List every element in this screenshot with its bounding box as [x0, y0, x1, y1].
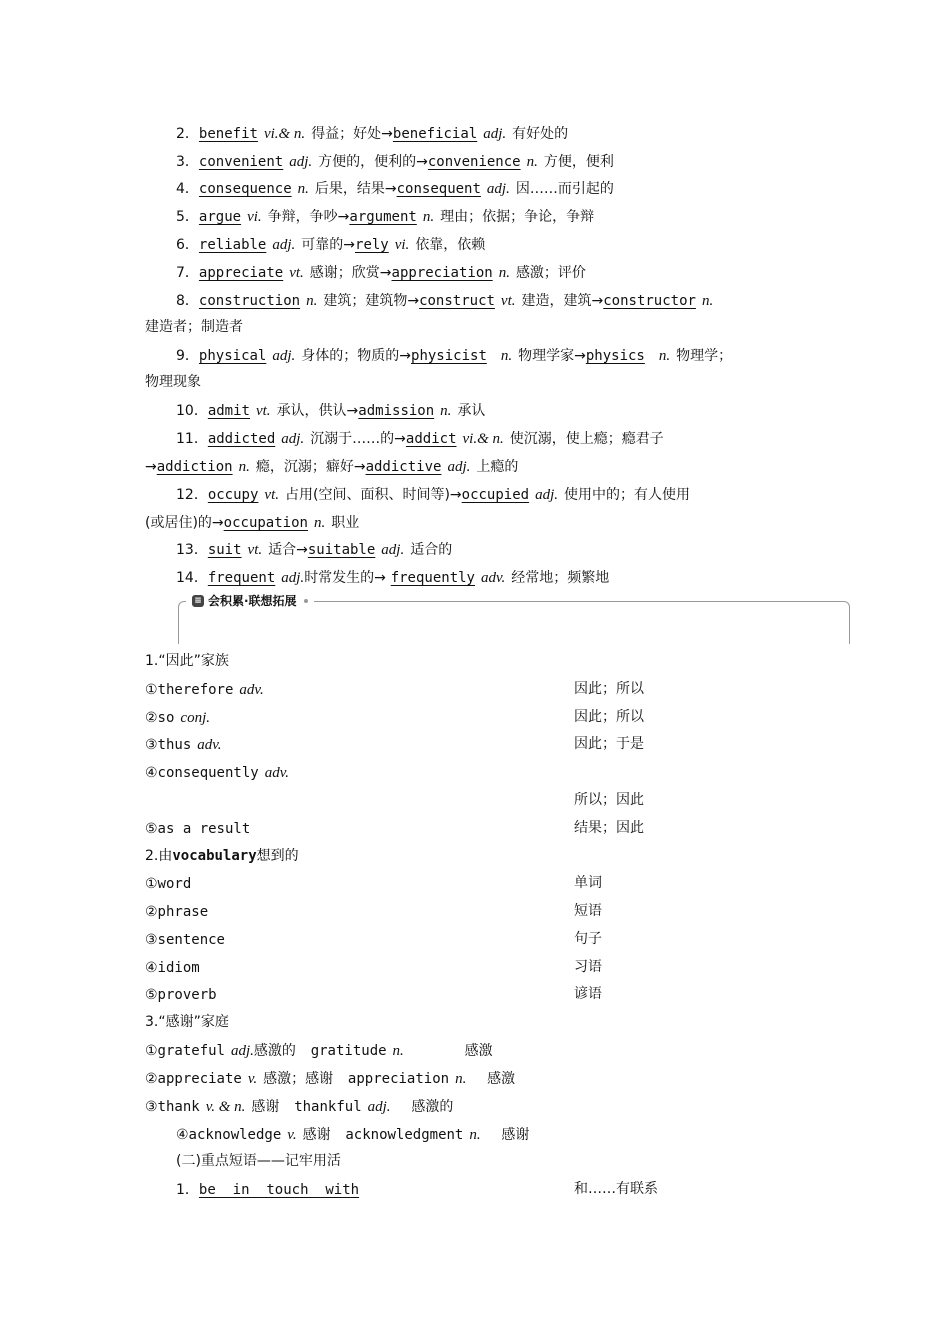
- arrow: →: [145, 459, 157, 475]
- group-title: 3.“感谢”家庭: [145, 1014, 229, 1030]
- meaning: 建筑；建筑物→: [323, 293, 420, 309]
- synonym-row: [145, 679, 745, 700]
- gratitude-row: [176, 1124, 529, 1145]
- meaning: 感激；评价: [515, 265, 586, 281]
- word: thankful: [294, 1099, 362, 1115]
- part-of-speech: adv.: [197, 737, 222, 753]
- part-of-speech: n.: [658, 348, 671, 364]
- vocab-word: argue: [198, 209, 242, 225]
- meaning: 时常发生的→: [304, 570, 386, 586]
- synonym-row: [145, 707, 745, 728]
- part-of-speech: vt.: [264, 487, 279, 503]
- item-number: 9．: [176, 348, 199, 364]
- meaning: 感谢；欣赏→: [309, 265, 392, 281]
- part-of-speech: n.: [455, 1071, 467, 1087]
- part-of-speech: vi.: [394, 237, 410, 253]
- meaning: 身体的；物质的→: [301, 348, 412, 364]
- part-of-speech: adj.: [486, 181, 510, 197]
- meaning: 理由；依据；争论，争辩: [440, 209, 595, 225]
- part-of-speech: v.: [287, 1127, 297, 1143]
- meaning: 瘾，沉溺；癖好→: [255, 459, 366, 475]
- vocab-item: [176, 234, 485, 255]
- vocab-item-13: [176, 539, 452, 560]
- dot-icon: [304, 599, 308, 603]
- meaning: 适合的: [410, 542, 453, 558]
- part-of-speech: adv.: [264, 765, 289, 781]
- part-of-speech: adj.: [381, 542, 405, 558]
- meaning: 有好处的: [512, 126, 569, 142]
- vocab-item: [176, 123, 568, 144]
- synonym-row: [145, 790, 745, 811]
- vocab-item: [176, 178, 614, 199]
- item-number: 10．: [176, 403, 208, 419]
- word: ②phrase: [145, 904, 209, 920]
- vocab-word: benefit: [198, 126, 258, 142]
- part-of-speech: adj.: [272, 348, 296, 364]
- vocab-item: [176, 151, 614, 172]
- item-number: 13．: [176, 542, 208, 558]
- meaning: 因此；于是: [574, 736, 644, 752]
- meaning: 后果，结果→: [314, 181, 397, 197]
- part-of-speech: n.: [440, 403, 452, 419]
- section-title: 会积累·联想拓展: [208, 594, 297, 608]
- meaning: 习语: [574, 959, 602, 975]
- part-of-speech: v. & n.: [205, 1099, 246, 1115]
- vocab-word: occupied: [461, 487, 530, 503]
- item-number: 7．: [176, 265, 199, 281]
- synonym-row: [145, 818, 745, 839]
- group-title-part: 想到的: [256, 848, 299, 864]
- meaning: 承认，供认→: [276, 403, 359, 419]
- vocab-word: consequence: [198, 181, 292, 197]
- group-title: [145, 845, 299, 866]
- meaning: 感谢: [501, 1127, 530, 1143]
- part-of-speech: n.: [422, 209, 435, 225]
- related-word-row: [145, 984, 745, 1005]
- word: ①word: [145, 876, 192, 892]
- item-number: 14．: [176, 570, 208, 586]
- meaning: 短语: [574, 903, 602, 919]
- meaning: 结果；因此: [574, 820, 644, 836]
- meaning: 可靠的→: [301, 237, 356, 253]
- vocab-word: appreciation: [391, 265, 493, 281]
- vocab-word: admit: [207, 403, 250, 419]
- phrase-meaning: 和……有联系: [574, 1181, 658, 1197]
- related-word-row: [145, 873, 745, 894]
- vocab-item: [176, 262, 586, 283]
- part-of-speech: adj.: [483, 126, 507, 142]
- vocab-item-8: [176, 290, 719, 311]
- part-of-speech: adj.: [367, 1099, 391, 1115]
- vocab-word: suit: [207, 542, 242, 558]
- vocab-item-8-continuation: 建造者；制造者: [145, 319, 243, 335]
- item-number: 4．: [176, 181, 199, 197]
- part-of-speech: vi.: [247, 209, 262, 225]
- word: appreciation: [347, 1071, 450, 1087]
- vocab-item-11-continuation: [145, 456, 518, 477]
- meaning: 上瘾的: [476, 459, 519, 475]
- vocab-item-12-continuation: [145, 512, 359, 533]
- meaning: 承认: [457, 403, 486, 419]
- vocab-word: frequent: [207, 570, 276, 586]
- word: ④consequently: [145, 765, 259, 781]
- vocab-word: convenient: [198, 154, 284, 170]
- item-number: 12．: [176, 487, 208, 503]
- part-of-speech: adj.: [281, 570, 305, 586]
- part-of-speech: conj.: [180, 710, 210, 726]
- meaning: 感激；感谢: [263, 1071, 334, 1087]
- part-of-speech: vi.& n.: [263, 126, 306, 142]
- word: ③thank: [145, 1099, 200, 1115]
- vocab-word: occupy: [207, 487, 259, 503]
- meaning: 感谢: [302, 1127, 331, 1143]
- part-of-speech: n.: [526, 154, 538, 170]
- item-number: 8．: [176, 293, 199, 309]
- gratitude-row: [145, 1040, 493, 1061]
- meaning: 感激的: [253, 1043, 296, 1059]
- vocab-word: physical: [198, 348, 267, 364]
- part-of-speech: v.: [247, 1071, 258, 1087]
- section-header: [186, 592, 314, 609]
- part-of-speech: adv.: [481, 570, 506, 586]
- word: ②so: [145, 710, 175, 726]
- meaning: 所以；因此: [574, 792, 644, 808]
- item-number: 2．: [176, 126, 199, 142]
- part-of-speech: vt.: [247, 542, 263, 558]
- meaning: 建造，建筑→: [521, 293, 604, 309]
- vocab-item-11: [176, 428, 664, 449]
- vocab-word: consequent: [396, 181, 481, 197]
- vocab-word: appreciate: [198, 265, 284, 281]
- vocab-word: addicted: [207, 431, 276, 447]
- group-title-keyword: vocabulary: [172, 848, 257, 864]
- part-of-speech: n.: [500, 348, 513, 364]
- part-of-speech: n.: [701, 293, 714, 309]
- vocab-word: physicist: [411, 348, 487, 364]
- vocab-word: admission: [358, 403, 435, 419]
- meaning: 职业: [331, 515, 360, 531]
- word: ⑤proverb: [145, 987, 217, 1003]
- vocab-item-9-continuation: 物理现象: [145, 374, 201, 390]
- word: ①therefore: [145, 682, 234, 698]
- part-of-speech: adj.: [272, 237, 296, 253]
- part-of-speech: adj.: [447, 459, 471, 475]
- part-of-speech: adj.: [289, 154, 313, 170]
- phrase: be in touch with: [198, 1182, 360, 1198]
- word: ③sentence: [145, 932, 225, 948]
- gratitude-row: [145, 1096, 453, 1117]
- meaning: 感激: [487, 1071, 516, 1087]
- meaning: 感谢: [251, 1099, 280, 1115]
- meaning: 争辩，争吵→: [267, 209, 350, 225]
- part-of-speech: n.: [313, 515, 326, 531]
- word: ②appreciate: [145, 1071, 242, 1087]
- synonym-row: [145, 734, 745, 755]
- part-of-speech: adj.: [281, 431, 305, 447]
- word: ①grateful: [145, 1043, 225, 1059]
- vocab-word: physics: [585, 348, 645, 364]
- vocab-word: convenience: [427, 154, 521, 170]
- vocab-word: construct: [419, 293, 495, 309]
- vocab-word: construction: [198, 293, 301, 309]
- item-number: 1．: [176, 1182, 199, 1198]
- meaning: 感激: [464, 1043, 493, 1059]
- related-word-row: [145, 957, 745, 978]
- book-icon: ≡: [192, 595, 204, 607]
- word: gratitude: [310, 1043, 387, 1059]
- meaning: 占用(空间、面积、时间等)→: [284, 487, 462, 503]
- group-title: 1.“因此”家族: [145, 653, 229, 669]
- item-number: 3．: [176, 154, 199, 170]
- meaning: 使沉溺，使上瘾；瘾君子: [509, 431, 664, 447]
- meaning: 适合→: [268, 542, 308, 558]
- vocab-word: addictive: [365, 459, 442, 475]
- vocab-item-12: [176, 484, 690, 505]
- vocab-word: occupation: [223, 515, 308, 531]
- part-of-speech: vt.: [500, 293, 516, 309]
- vocab-item-9: [176, 345, 732, 366]
- word: ⑤as a result: [145, 821, 251, 837]
- gratitude-row: [145, 1068, 515, 1089]
- word: ③thus: [145, 737, 192, 753]
- part-of-speech: adj.: [535, 487, 558, 503]
- meaning: 经常地；频繁地: [511, 570, 610, 586]
- vocab-word: addiction: [156, 459, 233, 475]
- meaning: 因……而引起的: [515, 181, 614, 197]
- meaning: 因此；所以: [574, 681, 644, 697]
- group-title-part: 2.由: [145, 848, 173, 864]
- vocab-word: frequently: [390, 570, 475, 586]
- meaning: 单词: [574, 875, 602, 891]
- meaning: 物理学家→: [518, 348, 586, 364]
- vocab-item-10: [176, 400, 485, 421]
- part-of-speech: vt.: [255, 403, 271, 419]
- meaning: 方便的，便利的→: [318, 154, 428, 170]
- word: ④acknowledge: [176, 1127, 282, 1143]
- part-of-speech: vi.& n.: [462, 431, 504, 447]
- part-of-speech: n.: [392, 1043, 404, 1059]
- section-heading: (二)重点短语——记牢用活: [176, 1153, 341, 1169]
- part-of-speech: n.: [498, 265, 510, 281]
- vocab-word: argument: [349, 209, 417, 225]
- synonym-row: [145, 762, 745, 783]
- vocab-word: rely: [355, 237, 389, 253]
- meaning: 物理学；: [676, 348, 733, 364]
- meaning: (或居住)的→: [145, 515, 224, 531]
- part-of-speech: adj.: [230, 1043, 254, 1059]
- part-of-speech: n.: [306, 293, 318, 309]
- item-number: 11．: [176, 431, 208, 447]
- part-of-speech: adv.: [239, 682, 264, 698]
- word: ④idiom: [145, 960, 200, 976]
- related-word-row: [145, 901, 745, 922]
- part-of-speech: n.: [469, 1127, 481, 1143]
- meaning: 谚语: [574, 986, 602, 1002]
- vocab-word: beneficial: [392, 126, 478, 142]
- vocab-item-14: [176, 567, 609, 588]
- meaning: 方便，便利: [543, 154, 614, 170]
- vocab-word: addict: [405, 431, 457, 447]
- item-number: 5．: [176, 209, 199, 225]
- vocab-item: [176, 206, 594, 227]
- meaning: 沉溺于……的→: [310, 431, 406, 447]
- meaning: 句子: [574, 931, 602, 947]
- related-word-row: [145, 929, 745, 950]
- meaning: 感激的: [411, 1099, 454, 1115]
- part-of-speech: vt.: [289, 265, 304, 281]
- meaning: 得益；好处→: [311, 126, 393, 142]
- meaning: 依靠，依赖: [415, 237, 486, 253]
- vocab-word: suitable: [307, 542, 376, 558]
- phrase-item: [176, 1179, 776, 1200]
- part-of-speech: n.: [297, 181, 309, 197]
- item-number: 6．: [176, 237, 199, 253]
- vocab-word: reliable: [198, 237, 267, 253]
- vocab-word: constructor: [603, 293, 696, 309]
- meaning: 使用中的；有人使用: [564, 487, 690, 503]
- meaning: 因此；所以: [574, 709, 644, 725]
- word: acknowledgment: [345, 1127, 464, 1143]
- part-of-speech: n.: [238, 459, 250, 475]
